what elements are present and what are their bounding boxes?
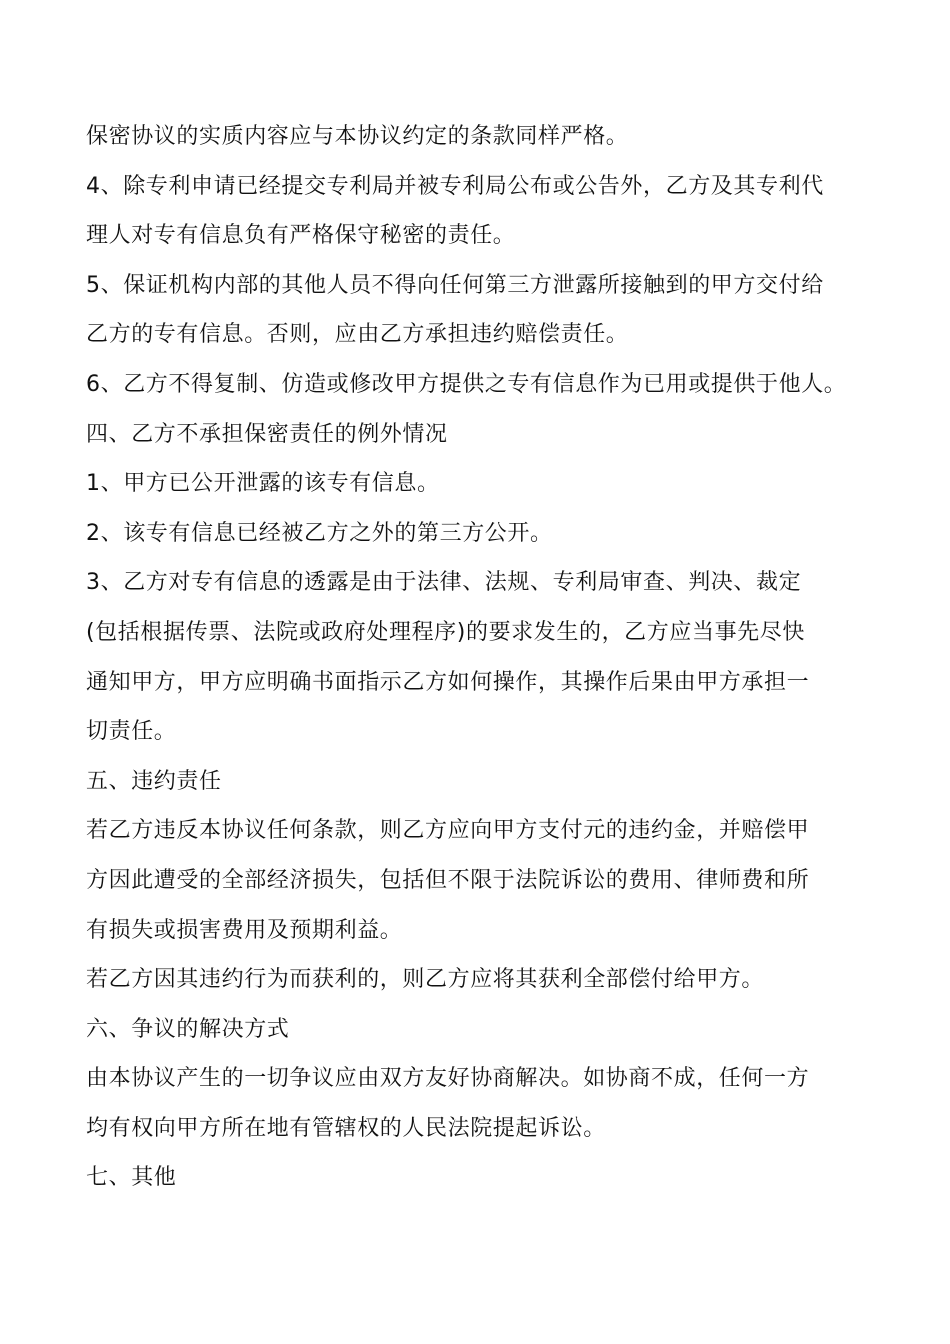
paragraph-line: 通知甲方，甲方应明确书面指示乙方如何操作，其操作后果由甲方承担一 [86, 669, 810, 695]
document-body [86, 112, 876, 1203]
clause-3-4-line: 4、除专利申请已经提交专利局并被专利局公布或公告外，乙方及其专利代 [86, 173, 824, 199]
paragraph-line: 若乙方因其违约行为而获利的，则乙方应将其获利全部偿付给甲方。 [86, 967, 765, 993]
paragraph-line: 若乙方违反本协议任何条款，则乙方应向甲方支付元的违约金，并赔偿甲 [86, 818, 810, 844]
paragraph-line: 保密协议的实质内容应与本协议约定的条款同样严格。 [86, 124, 629, 149]
paragraph-line: 均有权向甲方所在地有管辖权的人民法院提起诉讼。 [86, 1115, 606, 1141]
clause-4-1-line: 1、甲方已公开泄露的该专有信息。 [86, 471, 440, 497]
paragraph-line: 方因此遭受的全部经济损失，包括但不限于法院诉讼的费用、律师费和所 [86, 867, 810, 893]
clause-3-5-line: 5、保证机构内部的其他人员不得向任何第三方泄露所接触到的甲方交付给 [86, 272, 824, 298]
paragraph-line: 理人对专有信息负有严格保守秘密的责任。 [86, 223, 516, 249]
section-heading-4: 四、乙方不承担保密责任的例外情况 [86, 421, 448, 447]
clause-4-2-line: 2、该专有信息已经被乙方之外的第三方公开。 [86, 520, 553, 546]
paragraph-line: 乙方的专有信息。否则，应由乙方承担违约赔偿责任。 [86, 322, 629, 348]
paragraph-line: 切责任。 [86, 719, 177, 745]
clause-4-3-line: 3、乙方对专有信息的透露是由于法律、法规、专利局审查、判决、裁定 [86, 570, 802, 596]
paragraph-line: (包括根据传票、法院或政府处理程序)的要求发生的，乙方应当事先尽快 [86, 619, 805, 645]
paragraph-line: 有损失或损害费用及预期利益。 [86, 917, 403, 943]
section-heading-5: 五、违约责任 [86, 768, 222, 794]
clause-3-6-line: 6、乙方不得复制、仿造或修改甲方提供之专有信息作为已用或提供于他人。 [86, 371, 847, 397]
paragraph-line: 由本协议产生的一切争议应由双方友好协商解决。如协商不成，任何一方 [86, 1066, 810, 1092]
section-heading-7: 七、其他 [86, 1165, 177, 1191]
section-heading-6: 六、争议的解决方式 [86, 1016, 290, 1042]
